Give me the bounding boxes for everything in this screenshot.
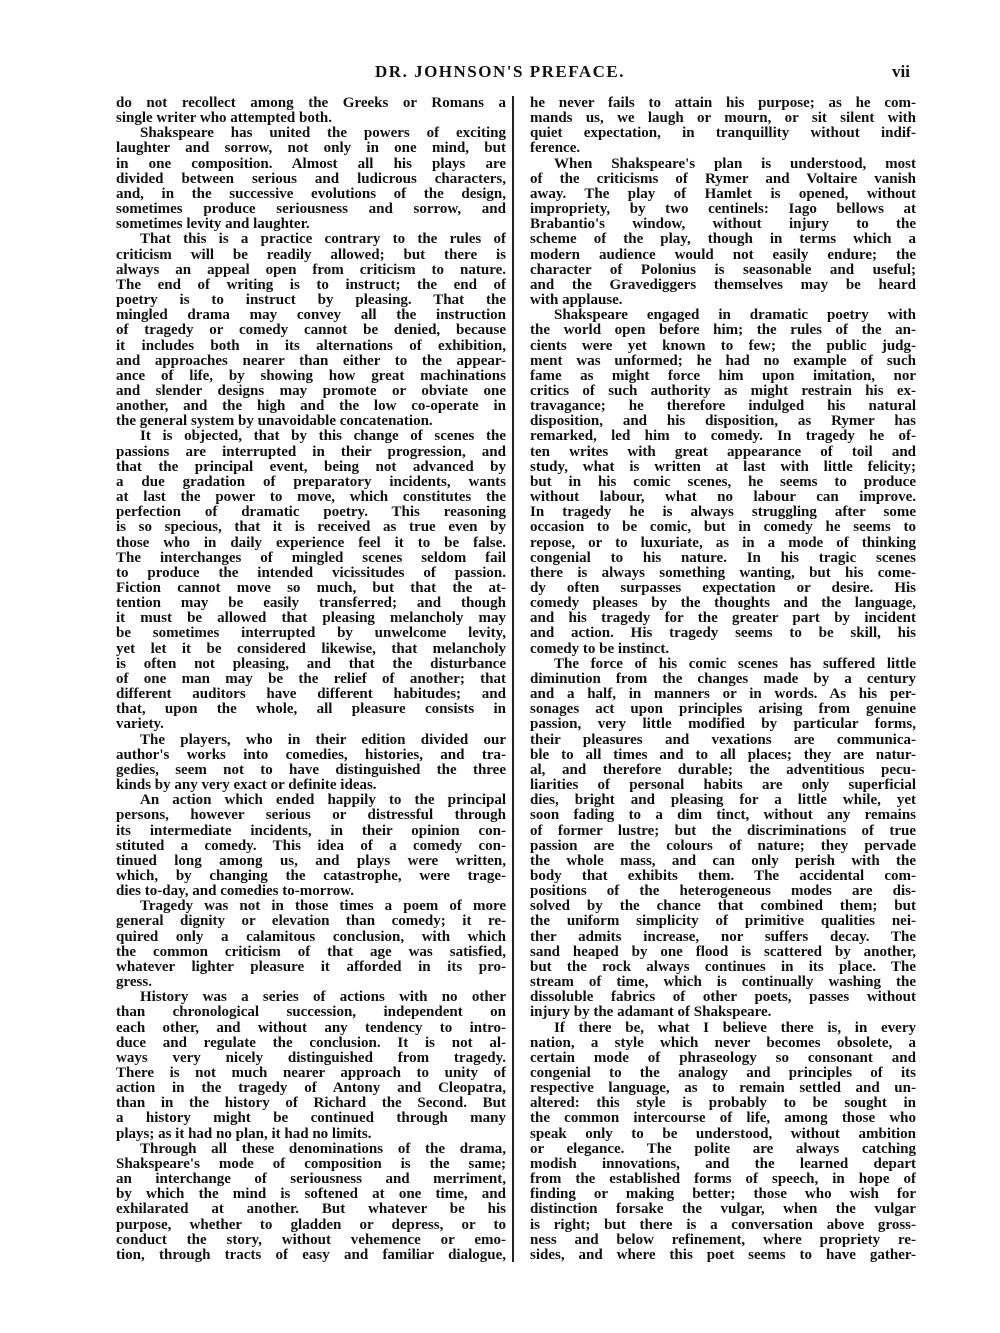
text-line: diminution from the changes made by a century [530,671,916,687]
text-line: al, and therefore durable; the adventitious pecu- [530,762,916,778]
text-line: divided between serious and ludicrous characters, [116,171,506,187]
text-line: ness and below refinement, where propriety re- [530,1232,916,1248]
text-line: general dignity or elevation than comedy; it re- [116,914,506,930]
text-line: and, in the successive evolutions of the design, [116,186,506,202]
text-line: there is always something wanting, but his come- [530,565,916,581]
text-line: If there be, what I believe there is, in every [554,1020,916,1036]
text-line: ten writes with great appearance of toil and [530,444,916,460]
text-line: sand heaped by one flood is scattered by another, [530,944,916,960]
text-line: of the criticisms of Rymer and Voltaire vanish [530,171,916,187]
text-line: An action which ended happily to the principal [140,793,506,809]
text-line: and a half, in manners or in words. As his per- [530,687,916,703]
text-line: their pleasures and vexations are communica- [530,732,916,748]
text-line: stream of time, which is continually washing the [530,975,916,991]
text-line: There is not much nearer approach to unity of [116,1066,506,1081]
text-line: repose, or to luxuriate, as in a mode of thinking [530,535,916,551]
text-line: it must be allowed that pleasing melancholy may [116,611,506,627]
text-line: of tragedy or comedy cannot be denied, because [116,323,506,339]
text-line: it includes both in its alternations of exhibition, [116,338,506,354]
text-line: congenial to the analogy and principles of its [530,1066,916,1081]
text-line: Fiction cannot move so much, but that the at- [116,581,506,596]
text-line: and action. His tragedy seems to be skill, his [530,626,916,642]
paragraph [116,429,506,732]
text-line: the whole mass, and can only perish with the [530,853,916,869]
text-line: passion, very little modified by particular forms, [530,717,916,733]
text-line: and his tragedy for the greater part by incident [530,611,916,627]
text-line: away. The play of Hamlet is opened, without [530,186,916,202]
text-line: ance of life, by showing how great machinations [116,368,506,384]
text-line: another, and the high and the low co-operate in [116,399,506,415]
text-line: author's works into comedies, histories, and tra- [116,747,506,763]
text-line: character of Polonius is seasonable and useful; [530,262,916,278]
text-line: a history might be continued through many [116,1111,506,1127]
text-line: tinued long among us, and plays were written, [116,853,506,869]
text-line: but in his comic scenes, he seems to produce [530,474,916,490]
text-line: dies to-day, and comedies to-morrow. [116,884,355,900]
text-line: those who in daily experience feel it to be false. [116,535,506,551]
text-line: action in the tragedy of Antony and Cleopatra, [116,1081,506,1097]
paragraph [116,793,506,899]
text-line: poetry is to instruct by pleasing. That the [116,293,506,309]
text-line: kinds by any very exact or definite ideas. [116,778,377,794]
text-line: variety. [116,717,164,733]
text-line: sonages act upon principles arising from genuine [530,702,916,718]
text-line: conduct the story, without vehemence or emo- [116,1232,506,1248]
text-line: In tragedy he is always struggling after some [530,505,916,521]
text-line: comedy to be instinct. [530,641,670,657]
text-line: do not recollect among the Greeks or Romans a [116,96,506,111]
paragraph [116,232,506,429]
text-line: liarities of personal habits are only superficial [530,778,916,794]
text-line: disposition, and his disposition, as Rymer has [530,414,916,430]
text-line: occasion to be comic, but in comedy he seems to [530,520,916,536]
text-line: distinction forsake the vulgar, when the vulgar [530,1202,916,1218]
paragraph [116,733,506,794]
text-line: Tragedy was not in those times a poem of more [140,899,506,915]
text-line: scheme of the play, though in terms which a [530,232,916,248]
text-line: than chronological succession, independent on [116,1005,506,1021]
paragraph [530,157,916,309]
text-line: gress. [116,975,152,991]
text-line: gedies, seem not to have distinguished the three [116,762,506,778]
left-column [116,96,506,1263]
text-line: Through all these denominations of the drama, [140,1141,506,1157]
text-line: tention may be easily transferred; and though [116,596,506,612]
text-line: comedy pleases by the thoughts and the language, [530,596,916,612]
paragraph [530,657,916,1021]
text-line: speak only to be understood, without ambition [530,1126,916,1142]
paragraph [116,126,506,232]
text-line: he never fails to attain his purpose; as he com- [530,96,916,111]
text-line: and the Gravediggers themselves may be heard [530,277,916,293]
text-line: passion are the colours of nature; they pervade [530,838,916,854]
text-line: The interchanges of mingled scenes seldom fail [116,550,506,566]
text-line: History was a series of actions with no other [140,990,506,1006]
text-line: impropriety, by two centinels: Iago bellows at [530,202,916,218]
text-line: study, what is written at last with little felicity; [530,459,916,475]
text-line: sides, and where this poet seems to have gather- [530,1247,916,1263]
text-line: from the established forms of speech, in hope of [530,1172,916,1188]
text-line: soon fading to a dim tinct, without any remains [530,808,916,824]
text-line: in one composition. Almost all his plays are [116,156,506,172]
text-line: body that exhibits them. The accidental com- [530,868,916,884]
paragraph [530,308,916,657]
text-line: ways very nicely distinguished from tragedy. [116,1050,506,1066]
text-line: Brabantio's window, without injury to the [530,217,916,233]
text-line: be sometimes interrupted by unwelcome levity, [116,626,506,642]
text-line: sometimes produce seriousness and sorrow, and [116,202,506,218]
text-line: duce and regulate the conclusion. It is not al- [116,1035,506,1051]
text-line: of former lustre; but the discriminations of true [530,823,916,839]
text-line: respective language, as to remain settled and un- [530,1081,916,1097]
text-line: remarked, led him to comedy. In tragedy he of- [530,429,916,445]
column-divider [512,96,514,1262]
text-line: sometimes levity and laughter. [116,217,310,233]
text-line: travagance; he therefore indulged his natural [530,399,916,415]
text-line: exhilarated at another. But whatever be his [116,1202,506,1218]
text-line: that the principal event, being not advanced by [116,459,506,475]
text-line: positions of the heterogeneous modes are dis- [530,884,916,900]
text-line: a due gradation of preparatory incidents, wants [116,474,506,490]
text-line: That this is a practice contrary to the rules of [140,232,506,248]
text-line: solved by the chance that combined them; but [530,899,916,915]
text-line: ference. [530,141,581,157]
text-line: perfection of dramatic poetry. This reasoning [116,505,506,521]
text-line: is so specious, that it is received as true even by [116,520,506,536]
text-line: quiet expectation, in tranquillity without indif- [530,126,916,142]
text-line: is right; but there is a conversation above gross- [530,1217,916,1233]
text-line: the general system by unavoidable concatenation. [116,414,433,430]
text-line: plays; as it had no plan, it had no limits. [116,1126,372,1142]
text-line: congenial to his nature. In his tragic scenes [530,550,916,566]
text-line: but the rock always continues in its place. The [530,959,916,975]
text-line: ment was unformed; he had no example of such [530,353,916,369]
text-line: It is objected, that by this change of scenes the [140,429,506,445]
text-line: by which the mind is softened at one time, and [116,1187,506,1203]
text-line: at last the power to move, which constitutes the [116,490,506,506]
text-line: mingled drama may convey all the instruction [116,308,506,324]
text-line: laughter and sorrow, not only in one mind, but [116,141,506,157]
running-header-title: DR. JOHNSON'S PREFACE. [375,62,625,81]
text-line: modish innovations, and the learned depart [530,1156,916,1172]
text-line: Shakspeare has united the powers of exciting [140,126,506,142]
text-line: finding or making better; those who wish for [530,1187,916,1203]
text-line: stituted a comedy. This idea of a comedy con- [116,838,506,854]
text-line: The end of writing is to instruct; the end of [116,277,506,293]
text-line: dy often surpasses expectation or desire. His [530,581,916,596]
text-line: tion, through tracts of easy and familiar dialogue, [116,1247,506,1263]
text-line: nation, a style which never becomes obsolete, a [530,1035,916,1051]
text-line: persons, however serious or distressful through [116,808,506,824]
paragraph [530,1021,916,1264]
text-line: to produce the intended vicissitudes of passion. [116,565,506,581]
text-line: passions are interrupted in their progression, and [116,444,506,460]
text-line: its intermediate incidents, in their opinion con- [116,823,506,839]
text-line: injury by the adamant of Shakspeare. [530,1005,772,1021]
paragraph [116,990,506,1142]
paragraph [530,96,916,157]
text-line: When Shakspeare's plan is understood, most [554,156,916,172]
text-line: an interchange of seriousness and merriment, [116,1172,506,1188]
text-line: the common intercourse of life, among those who [530,1111,916,1127]
text-line: each other, and without any tendency to intro- [116,1020,506,1036]
text-line: purpose, whether to gladden or depress, or to [116,1217,506,1233]
text-line: with applause. [530,293,623,309]
text-line: certain mode of phraseology so consonant and [530,1050,916,1066]
text-line: without labour, what no labour can improve. [530,490,916,506]
text-line: and slender designs may promote or obviate one [116,383,506,399]
text-line: different auditors have different habitudes; and [116,687,506,703]
text-line: altered: this style is probably to be sought in [530,1096,916,1112]
text-line: which, by changing the catastrophe, were trage- [116,868,506,884]
text-line: the world open before him; the rules of the an- [530,323,916,339]
text-line: the uniform simplicity of primitive qualities nei- [530,914,916,930]
text-line: of one man may be the relief of another; that [116,671,506,687]
text-line: single writer who attempted both. [116,111,332,127]
paragraph [116,96,506,126]
text-line: dies, bright and pleasing for a little while, yet [530,793,916,809]
text-line: and approaches nearer than either to the appear- [116,353,506,369]
text-line: whatever lighter pleasure it afforded in its pro- [116,959,506,975]
text-line: is often not pleasing, and that the disturbance [116,656,506,672]
text-line: criticism will be readily allowed; but there is [116,247,506,263]
page-number: vii [892,62,910,81]
text-line: modern audience would not easily endure; the [530,247,916,263]
text-line: or elegance. The polite are always catching [530,1141,916,1157]
text-line: The force of his comic scenes has suffered little [554,656,916,672]
text-line: yet let it be considered likewise, that melancholy [116,641,506,657]
text-line: quired only a calamitous conclusion, with which [116,929,506,945]
text-line: cients were yet known to few; the public judg- [530,338,916,354]
text-line: than in the history of Richard the Second. But [116,1096,506,1112]
text-line: dissoluble fabrics of other poets, passes without [530,990,916,1006]
paragraph [116,1142,506,1263]
text-line: ther admits increase, nor suffers decay. The [530,929,916,945]
text-line: Shakspeare's mode of composition is the same; [116,1156,506,1172]
text-line: always an appeal open from criticism to nature. [116,262,506,278]
paragraph [116,899,506,990]
text-line: ble to all times and to all places; they are natur- [530,747,916,763]
text-line: mands us, we laugh or mourn, or sit silent with [530,111,916,127]
text-line: that, upon the whole, all pleasure consists in [116,702,506,718]
text-line: The players, who in their edition divided our [140,732,506,748]
text-line: critics of such authority as might restrain his ex- [530,383,916,399]
text-line: the common criticism of that age was satisfied, [116,944,506,960]
text-line: fame as might force him upon imitation, nor [530,368,916,384]
right-column [530,96,916,1263]
text-line: Shakspeare engaged in dramatic poetry with [554,308,916,324]
